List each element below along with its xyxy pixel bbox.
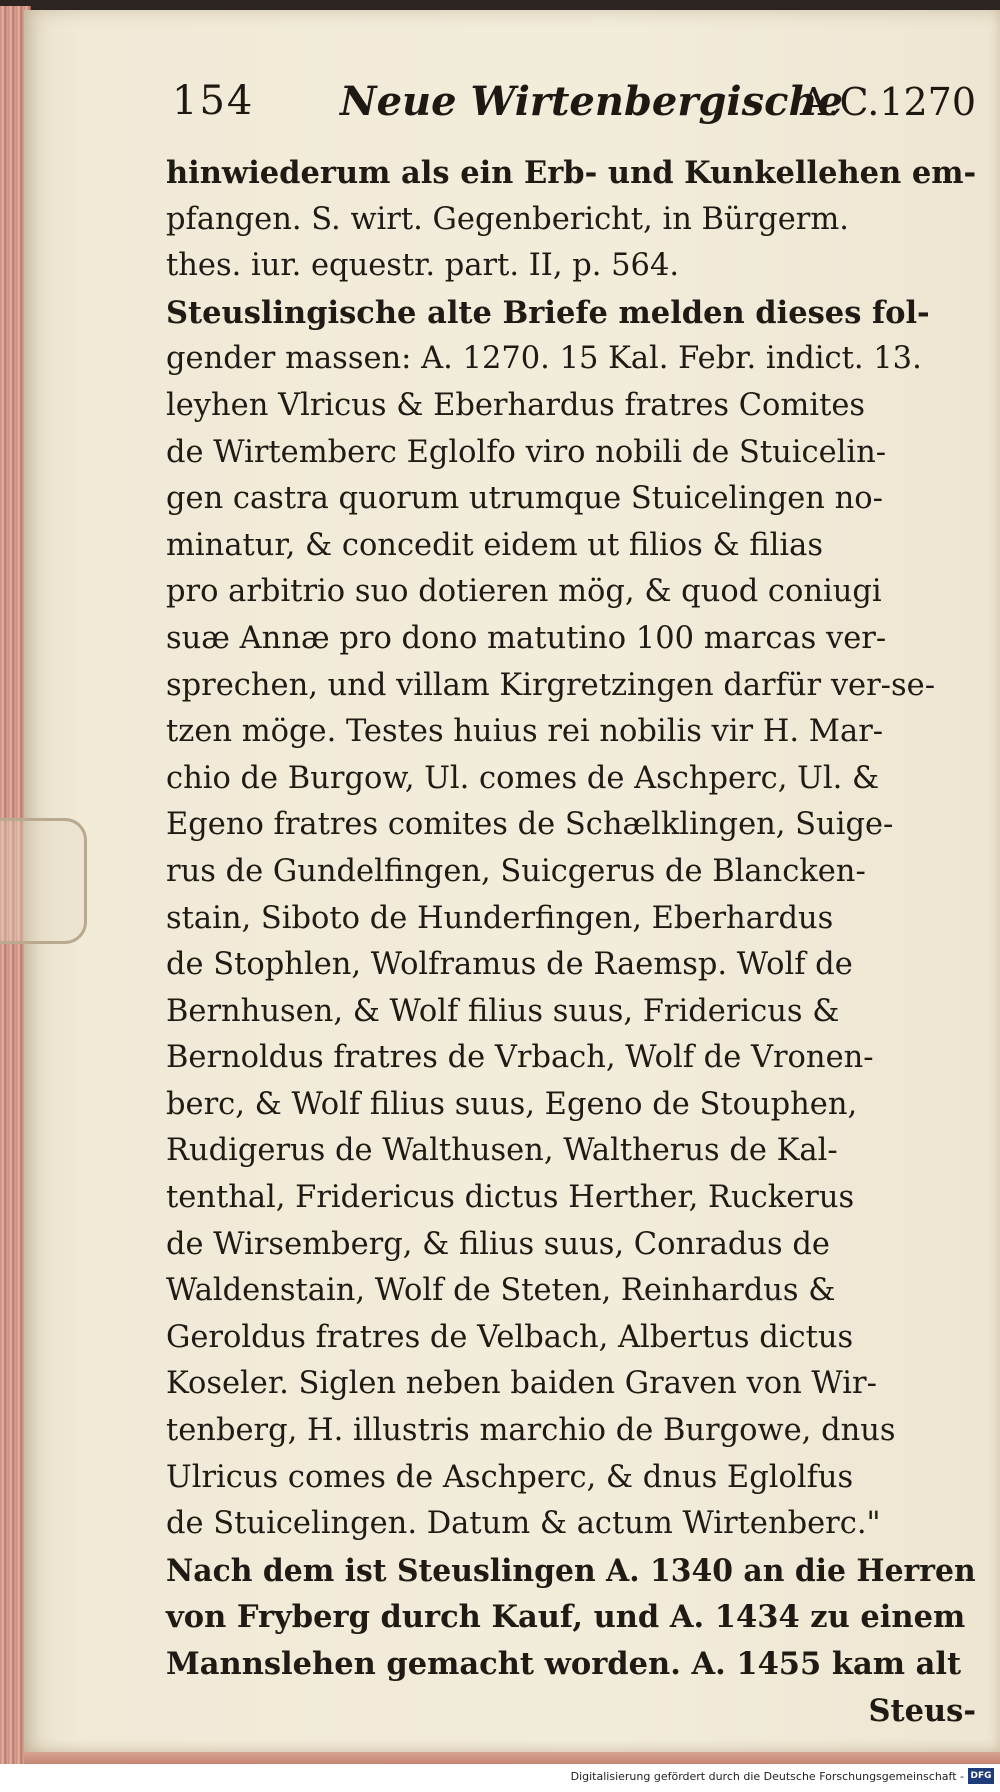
text-line: leyhen Vlricus & Eberhardus fratres Comites	[166, 387, 866, 423]
text-line: Nach dem ist Steuslingen A. 1340 an die Herren	[166, 1552, 976, 1589]
text-line: minatur, & concedit eidem ut filios & filias	[166, 527, 824, 563]
text-line: Mannslehen gemacht worden. A. 1455 kam alt	[166, 1646, 962, 1682]
page-number: 154	[172, 78, 255, 124]
text-line: berc, & Wolf filius suus, Egeno de Stouphen,	[166, 1086, 858, 1122]
text-line: Waldenstain, Wolf de Steten, Reinhardus &	[166, 1273, 836, 1309]
text-line: Egeno fratres comites de Schælklingen, Suige-	[166, 807, 894, 843]
dfg-logo: DFG	[968, 1768, 994, 1784]
text-line: de Wirtemberc Eglolfo viro nobili de Stuicelin-	[166, 434, 887, 470]
text-line: Koseler. Siglen neben baiden Graven von Wir-	[166, 1366, 877, 1402]
body-text	[166, 150, 976, 1734]
text-line: gender massen: A. 1270. 15 Kal. Febr. indict. 13.	[166, 341, 922, 377]
text-line: pro arbitrio suo dotieren mög, & quod coniugi	[166, 574, 882, 610]
footer-credit: Digitalisierung gefördert durch die Deutsche Forschungsgemeinschaft -	[570, 1770, 964, 1783]
text-line: de Stuicelingen. Datum & actum Wirtenberc."	[166, 1506, 881, 1542]
text-line: gen castra quorum utrumque Stuicelingen no-	[166, 481, 883, 517]
text-line: chio de Burgow, Ul. comes de Aschperc, Ul. &	[166, 760, 880, 796]
text-line: thes. iur. equestr. part. II, p. 564.	[166, 248, 680, 284]
page-bottom-edge	[24, 1752, 1000, 1764]
footer-bar	[0, 1764, 1000, 1792]
text-line: de Wirsemberg, & filius suus, Conradus de	[166, 1226, 830, 1262]
text-line: Rudigerus de Walthusen, Waltherus de Kal-	[166, 1133, 838, 1169]
text-line: tenthal, Fridericus dictus Herther, Ruckerus	[166, 1180, 855, 1216]
year-marker: A.C.1270	[800, 80, 977, 124]
text-line: Bernhusen, & Wolf filius suus, Fridericus &	[166, 993, 840, 1029]
page-header	[172, 78, 977, 128]
text-line: tzen möge. Testes huius rei nobilis vir H. Mar-	[166, 714, 884, 750]
text-line: Bernoldus fratres de Vrbach, Wolf de Vronen-	[166, 1040, 874, 1076]
text-line: de Stophlen, Wolframus de Raemsp. Wolf de	[166, 947, 853, 983]
text-line: stain, Siboto de Hunderfingen, Eberhardus	[166, 900, 834, 936]
running-title: Neue Wirtenbergische	[340, 78, 844, 125]
text-line: suæ Annæ pro dono matutino 100 marcas ver-	[166, 620, 887, 656]
text-line: sprechen, und villam Kirgretzingen darfür ver-se-	[166, 667, 935, 703]
text-line: Steus-	[868, 1692, 976, 1729]
page-clip	[0, 818, 87, 944]
text-line: von Fryberg durch Kauf, und A. 1434 zu einem	[166, 1599, 966, 1636]
text-line: Ulricus comes de Aschperc, & dnus Eglolfus	[166, 1459, 854, 1495]
text-line: Geroldus fratres de Velbach, Albertus dictus	[166, 1319, 854, 1355]
text-line: tenberg, H. illustris marchio de Burgowe, dnus	[166, 1413, 896, 1449]
text-line: rus de Gundelfingen, Suicgerus de Blancken-	[166, 853, 866, 889]
text-line: pfangen. S. wirt. Gegenbericht, in Bürgerm.	[166, 201, 849, 237]
text-line: hinwiederum als ein Erb- und Kunkellehen em-	[166, 155, 977, 191]
text-line: Steuslingische alte Briefe melden dieses fol-	[166, 294, 930, 331]
